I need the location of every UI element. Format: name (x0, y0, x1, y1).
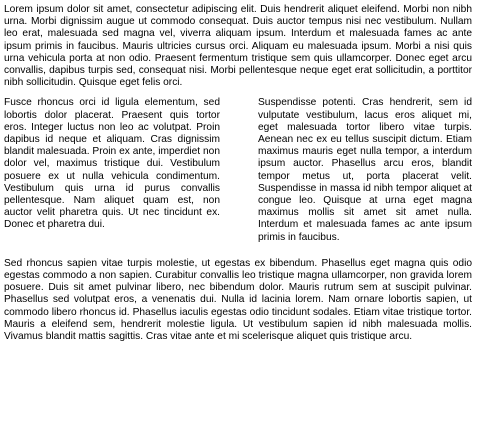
closing-paragraph: Sed rhoncus sapien vitae turpis molestie, ut egestas ex bibendum. Phasellus eget magna quis odio egestas commodo a non sapien. Curabitur convallis leo tristique magna ullamcorper, non gravida lorem posuere. Duis sit amet pulvinar libero, nec bibendum dolor. Mauris rutrum sem at suscipit pulvinar. Phasellus sed volutpat eros, a venenatis dui. Nulla id lacinia lorem. Nam ornare lobortis sapien, ut commodo libero rhoncus id. Phasellus iaculis egestas odio tincidunt sodales. Etiam vitae tristique tortor. Mauris a eleifend sem, hendrerit molestie ligula. Ut vestibulum sapien id nibh malesuada mollis. Vivamus blandit mattis sagittis. Cras vitae ante et mi scelerisque aliquet quis tristique arcu. (4, 257, 472, 343)
left-column-paragraph: Fusce rhoncus orci id ligula elementum, sed lobortis dolor placerat. Praesent quis tortor eros. Integer luctus non leo ac volutpat. Proin dapibus id neque et aliquam. Cras dignissim blandit malesuada. Proin ex ante, imperdiet non dolor vel, maximus tristique dui. Vestibulum posuere ex ut nulla vehicula condimentum. Vestibulum quis urna id purus convallis pellentesque. Nam aliquet quam est, non auctor velit pharetra quis. Ut nec tincidunt ex. Donec et pharetra dui. (4, 97, 220, 231)
two-column-section (4, 97, 472, 243)
document-page (4, 4, 472, 343)
right-column-paragraph: Suspendisse potenti. Cras hendrerit, sem id vulputate vestibulum, lacus eros aliquet mi, eget malesuada tortor libero vitae turpis. Aenean nec ex eu tellus suscipit dictum. Etiam maximus mauris eget nulla tempor, a interdum ipsum auctor. Phasellus arcu eros, blandit tempor metus ut, porta placerat velit. Suspendisse in massa id nibh tempor aliquet at congue leo. Quisque at urna eget magna maximus mollis sit amet sit amet nulla. Interdum et malesuada fames ac ante ipsum primis in faucibus. (258, 97, 472, 243)
intro-paragraph: Lorem ipsum dolor sit amet, consectetur adipiscing elit. Duis hendrerit aliquet eleifend. Morbi non nibh urna. Morbi dignissim augue ut commodo consequat. Duis auctor tempus nisi nec vestibulum. Nullam leo erat, malesuada sed magna vel, viverra aliquam ipsum. Interdum et malesuada fames ac ante ipsum primis in faucibus. Mauris ultricies cursus orci. Aliquam eu malesuada ipsum. Morbi a nisi quis urna vehicula porta at non odio. Praesent fermentum tristique sem quis ullamcorper. Donec eget arcu convallis, dapibus turpis sed, consequat nisi. Morbi pellentesque neque eget erat sollicitudin, a porttitor nibh sollicitudin. Quisque eget felis orci. (4, 4, 472, 89)
